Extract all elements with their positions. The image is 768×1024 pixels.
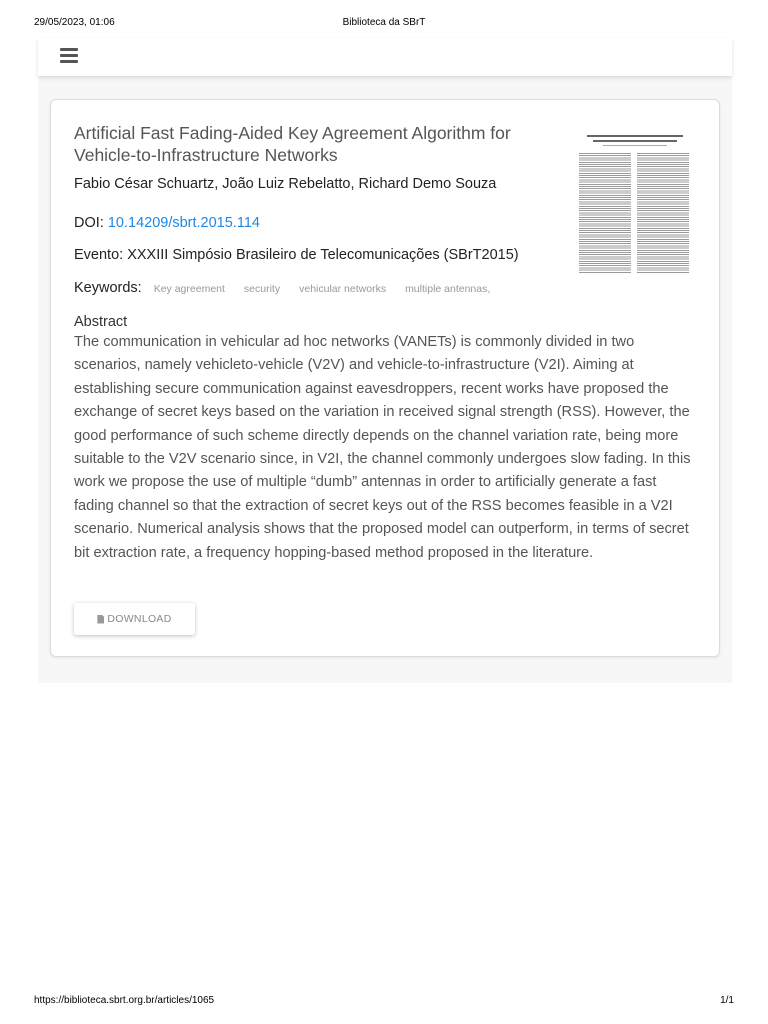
article-evento: Evento: XXXIII Simpósio Brasileiro de Telecomunicações (SBrT2015) <box>74 247 519 263</box>
file-icon <box>97 615 104 624</box>
article-keywords <box>74 280 509 296</box>
print-datetime: 29/05/2023, 01:06 <box>34 17 115 28</box>
hamburger-menu-icon[interactable] <box>60 47 80 65</box>
keyword-chip[interactable]: security <box>243 283 281 295</box>
article-card <box>50 99 720 657</box>
print-footer <box>0 995 768 1009</box>
abstract-text: The communication in vehicular ad hoc networks (VANETs) is commonly divided in two scenarios, namely vehicleto-vehicle (V2V) and vehicle-to-infrastructure (V2I). Aiming at establishing secure communication against eavesdroppers, recent works have proposed the exchange of secret keys based on the variation in received signal strength (RSS). However, the good performance of such scheme directly depends on the channel variation rate, being more suitable to the V2V scenario since, in V2I, the channel commonly undergoes slow fading. In this work we propose the use of multiple “dumb” antennas in order to artificially generate a fast fading channel so that the extraction of secret keys out of the RSS becomes feasible in a V2I scenario. Numerical analysis shows that the proposed model can outperform, in terms of secret bit extraction rate, a frequency hopping-based method proposed in the literature. <box>74 334 691 561</box>
keyword-chip[interactable]: vehicular networks <box>299 283 387 295</box>
abstract-heading: Abstract <box>74 314 128 330</box>
paper-thumbnail <box>579 123 691 275</box>
download-label: DOWNLOAD <box>107 613 172 625</box>
top-navbar <box>38 38 732 76</box>
keywords-label: Keywords: <box>74 280 142 296</box>
article-authors: Fabio César Schuartz, João Luiz Rebelatto, Richard Demo Souza <box>74 176 497 192</box>
print-url: https://biblioteca.sbrt.org.br/articles/1065 <box>34 995 215 1006</box>
doi-label: DOI: <box>74 215 104 231</box>
print-page-count: 1/1 <box>720 995 734 1006</box>
keyword-chip[interactable]: multiple antennas, <box>405 283 491 295</box>
keyword-chip[interactable]: Key agreement <box>153 283 225 295</box>
doi-link[interactable]: 10.14209/sbrt.2015.114 <box>107 215 260 231</box>
print-page-title: Biblioteca da SBrT <box>342 17 426 28</box>
article-title: Artificial Fast Fading-Aided Key Agreement Algorithm for Vehicle-to-Infrastructure Networks <box>74 123 511 165</box>
download-button[interactable] <box>74 603 195 635</box>
print-header <box>0 17 768 31</box>
page-area <box>38 38 732 683</box>
article-doi <box>74 215 260 231</box>
